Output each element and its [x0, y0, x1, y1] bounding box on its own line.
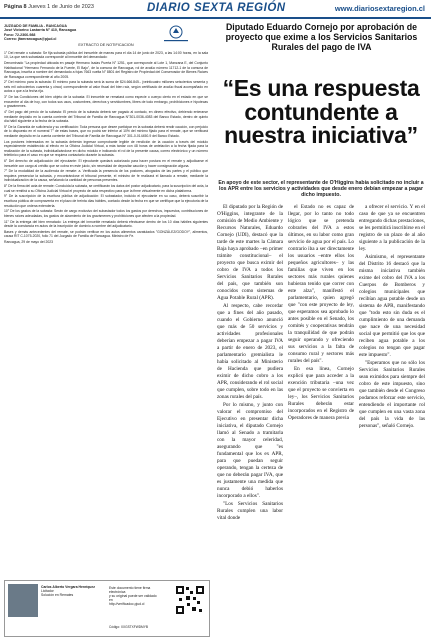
article-column-3 [359, 204, 425, 431]
signer-line: Carlos Alberto Vergara Henríquez [41, 585, 95, 589]
article-paragraph: a ofrecer el servicio. Y en el caso de que ya se encuentren entregando dichas prestaciones, se les permitirá inscribirse en el registro de un plazo de al año siguiente a la publicación de la ley. [359, 204, 425, 252]
validation-line: Este documento tiene firma electrónica [109, 586, 151, 594]
validation-line: y su original puede ser validado en [109, 594, 157, 602]
header-divider [0, 17, 431, 19]
article-paragraph: Asimismo, el representante del Distrito 16 destacó que la misma iniciativa también exime del cobro del IVA a los Cuerpos de Bomberos y colegios municipales que recibían agua potable desde un sistema de APR, manifestando que "todo esto sin duda es el cumplimiento de una demanda que nace de una necesidad social que permitió que los que reciben agua potable a los colegios no tengan que pagar este impuesto". [359, 254, 425, 358]
page-header [0, 0, 431, 18]
article-kicker: Diputado Eduardo Cornejo por aprobación de proyecto que exime a los Servicios Sanitarios Rurales del pago de IVA [225, 22, 418, 52]
court-line: Fono: 72-2366-988 [4, 32, 36, 37]
article-column-1 [217, 204, 283, 523]
legal-paragraph: Rancagua, 29 de mayo del 2023 [4, 240, 54, 245]
page-date: Jueves 1 de Junio de 2023 [28, 4, 94, 10]
legal-paragraph: 11° De la entrega del bien rematado: La entrega del inmueble rematado deberá efectuarse dentro de los 10 días hábiles siguientes desde la constancia en autos de la inscripción de dominio a nombre del adjudicatario. [4, 219, 208, 229]
article-paragraph: Por lo mismo, y junto con valorar el compromiso del Ejecutivo en presentar dicha iniciativa, el diputado Cornejo llamó al Senado a tramitarla con la mayor celeridad, asegurando que "es fundamental que los ex APR, para que puedan seguir operando, tengan la certeza de que no deberán pagar IVA, que es justamente una medida que nunca debió haberlos incorporado a ellos". [217, 402, 283, 499]
article-paragraph: "Esperamos que no sólo los Servicios Sanitarios Rurales sean eximidos para siempre del cobro de este impuesto, sino que también desde el Congreso podamos reforzar este servicio, entendiendo el importante rol que cumplen en una vasta zona del país la vida de las personas", señaló Cornejo. [359, 360, 425, 429]
legal-paragraph: 9° De la suscripción de la escritura pública de adjudicación: El subastador, incluido el ejecutante en su caso, deberá suscribir la escritura pública de compraventa en el plazo de treinta días hábiles, contado desde la fecha en que se certifique que la ejecutoria de la resolución que ordena extenderla. [4, 194, 208, 208]
legal-paragraph: Bases y demás antecedentes del remate, se podrán verificar en los autos alimentos caratulados "GONZÁLEZ/GODOY", alimentos, causa RIT C-1075-2020, folio 71 del Juzgado de Familia de Rancagua. Ministro de Fe. [4, 229, 208, 239]
newspaper-url[interactable]: www.diariosextaregion.cl [334, 4, 425, 13]
signer-line: Licitador [41, 589, 54, 593]
legal-paragraph: 4° Del pago del precio de la subasta: El precio de la subasta deberá ser pagado al contado, en dinero efectivo, debiendo enterarse mediante depósito en la cuenta corriente del Tribunal de Familia de Rancagua N°301-0036-4083 del Banco Estado, dentro de quinto día hábil siguiente a la fecha de la subasta. [4, 110, 208, 124]
court-line: Correo: jfamrancagua@pjud.cl [4, 36, 57, 41]
legal-paragraph: 1° Del remate o subasta: Se fija subasta pública del inmueble de marras para el día 14 de junio de 2023, a las 14:00 horas, en la sala 10, La que será subastada correspondé al inmueble del demandado: [4, 50, 208, 60]
article-paragraph: el Estado no es capaz de llegar, por lo tanto no todo lógico que se pretenda cobrarles del IVA a estos últimos, en su labor como gran servicio de agua por el país. Lo contrario iba a ser directamente los usuarios –entre ellos los pequeños agricultores– y las familias que viven en los sectores más rurales quienes hubieran tenido que correr con este alza", manifestó el parlamentario, quien agregó que "con este proyecto de ley, que esperamos sea aprobado lo antes posible en el Senado, los comités y cooperativas tendrán la tranquilidad de que podrán seguir operando y ofreciendo sus servicios a la falta de consumo rural y sectores más rurales del país". [288, 204, 354, 364]
article-column-2 [288, 204, 354, 423]
signer-photo [8, 584, 38, 617]
article-headline: “Es una respuesta contundente a nuestra iniciativa” [222, 75, 420, 148]
court-line: José Victorino Lastarria N° 410, Rancagua [4, 28, 77, 33]
legal-paragraph: Los postores interesados en la subasta deberán ingresar comprobante legible de rendición de la caución a través del módulo especialmente establecido al efecto en la Oficina Judicial Virtual, a más tardar con 48 horas de antelación a la fecha fijada para la realización de la subasta, individualizándose en dicho módulo e indicando el rol de la presente causa, correo electrónico y un número telefónico para el caso en que se requiera contactarlo durante la subasta. [4, 139, 208, 158]
legal-paragraph: 2° Del mínimo para la subasta: El mínimo para la subasta será la suma de $24.666.845.- (veinticuatro millones seiscientos sesenta y seis mil ochocientos cuarenta y cinco) correspondiente al valor fiscal del bien raíz, según certificado de avalúo fiscal acompañado en autos o que a la fecha rija. [4, 80, 208, 94]
signer-line: Solución en Remates [41, 593, 74, 597]
legal-paragraph: 6° Del derecho de adjudicación del ejecutante: El ejecutante quedará autorizado para hacer postura en el remate y adjudicarse el inmueble con cargo al crédito que se cobra en este juicio, sin necesidad de depositar caución y hacer consignación alguna. [4, 159, 208, 168]
signature-ad-box [4, 580, 210, 637]
court-logo-icon [154, 24, 198, 44]
article-paragraph: En esa línea, Cornejo explicó que para acceder a la exención tributaria –una vez que el proyecto se convierta en ley–, los Servicios Sanitarios Rurales deberán estar incorporados en el Registro de Operadores de manera previa [288, 366, 354, 421]
extract-title: EXTRACTO DE NOTIFICACION [78, 43, 134, 48]
article-paragraph: Al respecto, cabe recordar que a fines del año pasado, cuando el Gobierno anunció que más de 50 servicios y actividades profesionales deberían empezar a pagar IVA a partir de enero de 2023, el parlamentario gremialista le había solicitado al Ministerio de Hacienda que pudiera eximir de dicho cobro a los APR, considerando el rol social que cumplen, sobre todo en las zonas rurales del país. [217, 303, 283, 400]
validation-line[interactable]: http://verificadoc.pjud.cl [109, 602, 145, 606]
article-subhead: En apoyo de este sector, el representante de O'Higgins había solicitado no incluir a los APR entre los servicios y actividades que desde enero debían empezar a pagar dicho impuesto. [218, 180, 424, 199]
legal-paragraph: 5° De la Garantía de suficiencia y su certificación: Toda persona que desee participar en la subasta deberá rendir caución, con perjuicio de lo dispuesto en el numeral 7° de estas bases, que no podrá ser inferior al 10% del mínimo fijado para el remate, que se verificará mediante depósito en la cuenta corriente del Tribunal de Familia de Rancagua N° 301-0-014450-9 del Banco Estado. [4, 124, 208, 138]
article-paragraph: El diputado por la Región de O'Higgins, integrante de la comisión de Medio Ambiente y Recursos Naturales, Eduardo Cornejo (UDI), destacó que la tarde de este martes la Cámara Baja haya aprobado –en primer trámite constitucional– el proyecto que busca eximir del cobro de IVA a todos los Servicios Sanitarios Rurales del país, que también son conocidos como sistemas de Agua Potable Rural (APR). [217, 204, 283, 301]
court-line: JUZGADO DE FAMILIA - RANCAGUA [4, 24, 67, 28]
article-paragraph: "Los Servicios Sanitarios Rurales cumplen una labor vital donde [217, 501, 283, 521]
signer-info [41, 585, 95, 597]
legal-paragraph: 8° De la firma del acta de remate: Concluida la subasta, se certificarán los datos del postor adjudicatario, para la suscripción del acta, la cual se remitirá a su Oficina Judicial Virtual el proyecto de acta respectivo para que la firme virtualmente en dicha plataforma. [4, 184, 208, 193]
page-info [4, 4, 94, 10]
qr-code-icon [175, 585, 205, 615]
legal-paragraph: 3° De las Condiciones del bien objeto de la subasta: El inmueble se rematará como especie o cuerpo cierto en el estado en que se encuentre al día de hoy, con todos sus usos, costumbres, derechos y servidumbres, libres de todo embargo, prohibiciones e hipotecas o gravámenes. [4, 95, 208, 109]
validation-code: Código: XXGSTXFWDMYB [109, 625, 148, 629]
newspaper-title: DIARIO SEXTA REGIÓN [147, 2, 286, 14]
legal-paragraph: Denominado "La propiedad ubicada en pasaje Hermano Isaías Puerta N° 1251, que corresponde al Lote 1, Manzana E, del Conjunto Habitacional "Hermano Fernando de la Fuente, El Bajo", de la comuna de Rancagua, rol de avalúo número 11712-1 de la comuna de Rancagua, inscrita a nombre del demandado a fojas 7663 vuelta N° 8801 del Registro de Propiedad del Conservador de Bienes Raíces de Rancagua correspondiente al año 2005. [4, 61, 208, 79]
page-number: Página 8 [4, 4, 27, 10]
legal-notice [4, 24, 208, 634]
legal-paragraph: 10° De los gastos de la subasta: Serán de cargo exclusivo del subastador todos los gastos por derechos, impuestos, contribuciones de bienes raíces adeudadas, los gastos de alzamiento de los gravámenes y prohibiciones que afecten a la propiedad. [4, 209, 208, 218]
legal-paragraph: 7° De la modalidad de la audiencia de remate: a. Verificada la presencia de los postores, abogados de las partes y el público que requiera presenciar la subasta, y encontrándose el tribunal presente, el ministro de fe realizará el llamado a remate, mediante la individualización de la causa, señalando la cantidad de personas presentes. [4, 169, 208, 183]
validation-text [109, 586, 161, 606]
